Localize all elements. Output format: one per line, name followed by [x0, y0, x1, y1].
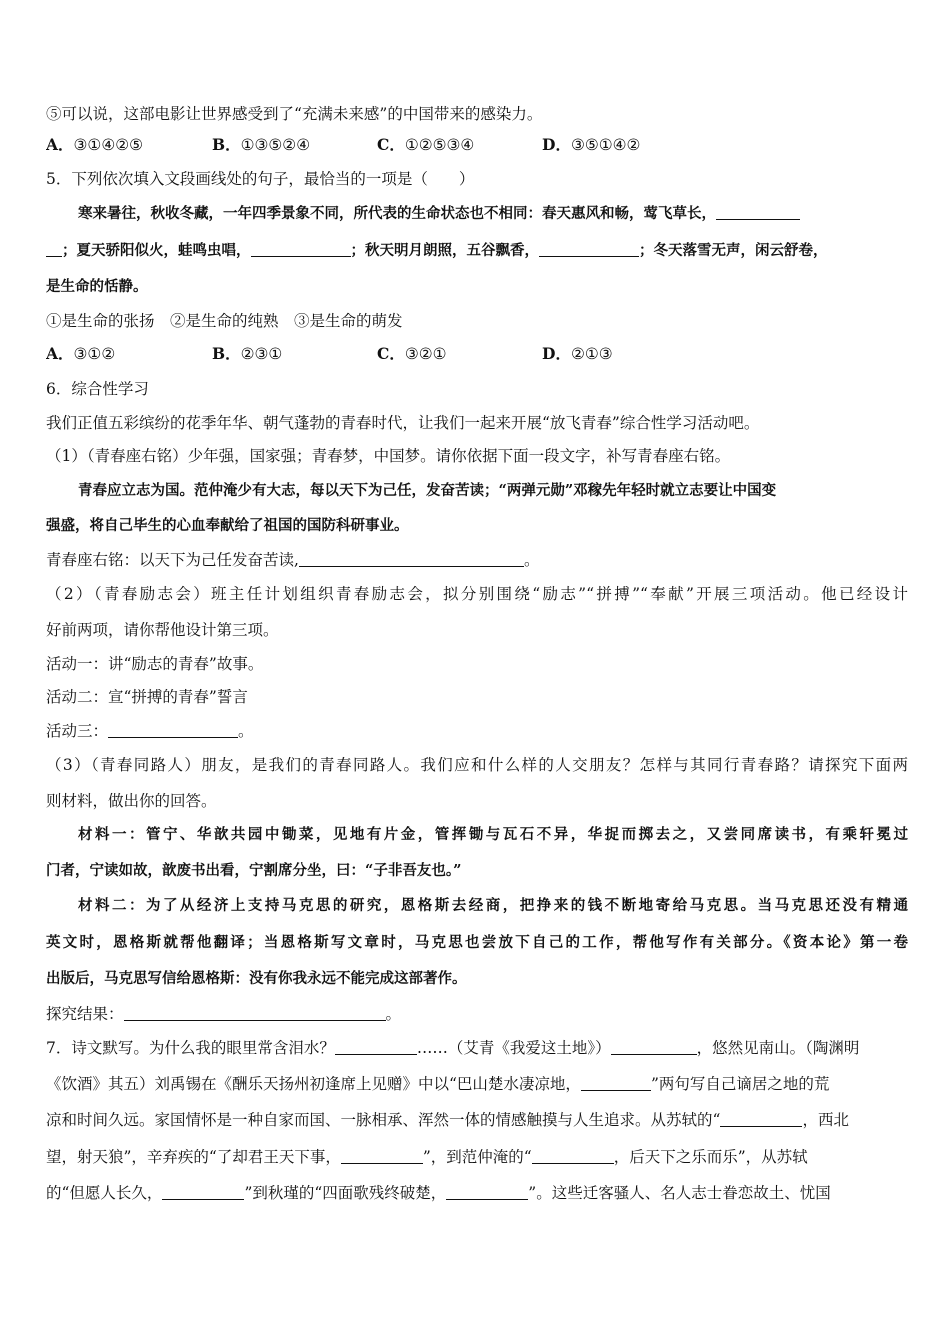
q5-blank-2[interactable]	[251, 241, 351, 257]
q6-result: 探究结果： 。	[46, 1005, 402, 1023]
q6-material-1-line-1: 材料一：管宁、华歆共园中锄菜，见地有片金，管挥锄与瓦石不异，华捉而掷去之，又尝同席读书，有乘轩冕过	[78, 826, 908, 843]
q5-option-b[interactable]: B．②③①	[212, 344, 283, 363]
q6-motto-blank[interactable]	[299, 551, 524, 567]
q6-material-1-line-2: 门者，宁读如故，歆废书出看，宁割席分坐，曰：“子非吾友也。”	[46, 862, 462, 879]
q6-result-blank[interactable]	[124, 1005, 386, 1021]
q7-line-2: 《饮酒》其五）刘禹锡在《酬乐天扬州初逢席上见赠》中以“巴山楚水凄凉地， ”两句写自己谪居之地的荒	[46, 1075, 830, 1093]
q5-option-c[interactable]: C．③②①	[377, 344, 447, 363]
q6-sub3-stem-line-2: 则材料，做出你的回答。	[46, 792, 217, 810]
q7-blank-3[interactable]	[581, 1075, 651, 1091]
q5-blank-1b[interactable]	[46, 241, 62, 257]
q6-material-2-line-2: 英文时，恩格斯就帮他翻译；当恩格斯写文章时，马克思也尝放下自己的工作，帮他写作有关部分。《资本论》第一卷	[46, 934, 908, 951]
q6-activity-3-blank[interactable]	[108, 722, 238, 738]
q5-stem: 5．下列依次填入文段画线处的句子，最恰当的一项是（ ）	[46, 170, 475, 188]
q5-blank-3[interactable]	[539, 241, 639, 257]
q6-sub1-stem: （1）（青春座右铭）少年强，国家强；青春梦，中国梦。请你依据下面一段文字，补写青春座右铭。	[46, 447, 731, 465]
q7-blank-1[interactable]	[335, 1039, 417, 1055]
q5-option-d[interactable]: D．②①③	[542, 344, 613, 363]
q6-activity-3: 活动三： 。	[46, 722, 254, 740]
q7-blank-8[interactable]	[446, 1184, 528, 1200]
q4-option-c[interactable]: C．①②⑤③④	[377, 135, 475, 154]
q6-activity-1: 活动一：讲“励志的青春”故事。	[46, 655, 264, 673]
q7-line-4: 望，射天狼”，辛弃疾的“了却君王天下事， ”，到范仲淹的“ ，后天下之乐而乐”，从苏轼	[46, 1148, 808, 1166]
q5-passage-line-1: 寒来暑往，秋收冬藏，一年四季景象不同，所代表的生命状态也不相同：春天惠风和畅，莺飞草长，	[78, 203, 908, 225]
q5-passage-line-3: 是生命的恬静。	[46, 278, 148, 295]
q6-material-2-line-3: 出版后，马克思写信给恩格斯：没有你我永远不能完成这部著作。	[46, 970, 467, 987]
q7-line-5: 的“但愿人长久， ”到秋瑾的“四面歌残终破楚， ”。这些迁客骚人、名人志士眷恋故土、忧国	[46, 1184, 831, 1202]
q7-blank-5[interactable]	[341, 1148, 423, 1164]
q6-sub1-answer: 青春座右铭：以天下为己任发奋苦读, 。	[46, 551, 540, 569]
q4-option-a[interactable]: A．③①④②⑤	[46, 135, 144, 154]
q5-options	[46, 343, 908, 365]
q4-item-5: ⑤可以说，这部电影让世界感受到了“充满未来感”的中国带来的感染力。	[46, 105, 543, 123]
q6-sub2-stem-line-2: 好前两项，请你帮他设计第三项。	[46, 621, 279, 639]
q5-option-a[interactable]: A．③①②	[46, 344, 116, 363]
q5-passage-line-2: ；夏天骄阳似火，蛙鸣虫唱， ；秋天明月朗照，五谷飘香， ；冬天落雪无声，闲云舒卷，	[46, 240, 908, 262]
q5-choices: ①是生命的张扬 ②是生命的纯熟 ③是生命的萌发	[46, 312, 403, 330]
q4-option-d[interactable]: D．③⑤①④②	[542, 135, 641, 154]
q7-blank-6[interactable]	[532, 1148, 614, 1164]
q7-blank-4[interactable]	[720, 1111, 802, 1127]
q6-title: 6．综合性学习	[46, 380, 149, 398]
q6-intro: 我们正值五彩缤纷的花季年华、朝气蓬勃的青春时代，让我们一起来开展“放飞青春”综合性学习活动吧。	[46, 414, 760, 432]
q7-line-3: 凉和时间久远。家国情怀是一种自家而国、一脉相承、浑然一体的情感触摸与人生追求。从苏轼的“ ，西北	[46, 1111, 849, 1129]
q6-sub2-stem-line-1: （2）（青春励志会）班主任计划组织青春励志会，拟分别围绕“励志”“拼搏”“奉献”开展三项活动。他已经设计	[46, 585, 908, 603]
q6-activity-2: 活动二：宣“拼搏的青春”誓言	[46, 688, 248, 706]
q7-blank-7[interactable]	[162, 1184, 244, 1200]
q7-blank-2[interactable]	[611, 1039, 697, 1055]
q6-sub3-stem-line-1: （3）（青春同路人）朋友，是我们的青春同路人。我们应和什么样的人交朋友？怎样与其同行青春路？请探究下面两	[46, 756, 908, 774]
q4-option-b[interactable]: B．①③⑤②④	[212, 135, 311, 154]
q6-material-2-line-1: 材料二：为了从经济上支持马克思的研究，恩格斯去经商，把挣来的钱不断地寄给马克思。当马克思还没有精通	[78, 897, 908, 914]
q5-blank-1a[interactable]	[716, 204, 800, 220]
q6-sub1-passage-line-2: 强盛，将自己毕生的心血奉献给了祖国的国防科研事业。	[46, 517, 409, 534]
q4-options	[46, 134, 908, 156]
q7-line-1: 7．诗文默写。为什么我的眼里常含泪水？ ……（艾青《我爱这土地》） ，悠然见南山。（陶渊明	[46, 1039, 860, 1057]
q6-sub1-passage-line-1: 青春应立志为国。范仲淹少有大志，每以天下为己任，发奋苦读；“两弹元勋”邓稼先年轻时就立志要让中国变	[78, 482, 777, 499]
